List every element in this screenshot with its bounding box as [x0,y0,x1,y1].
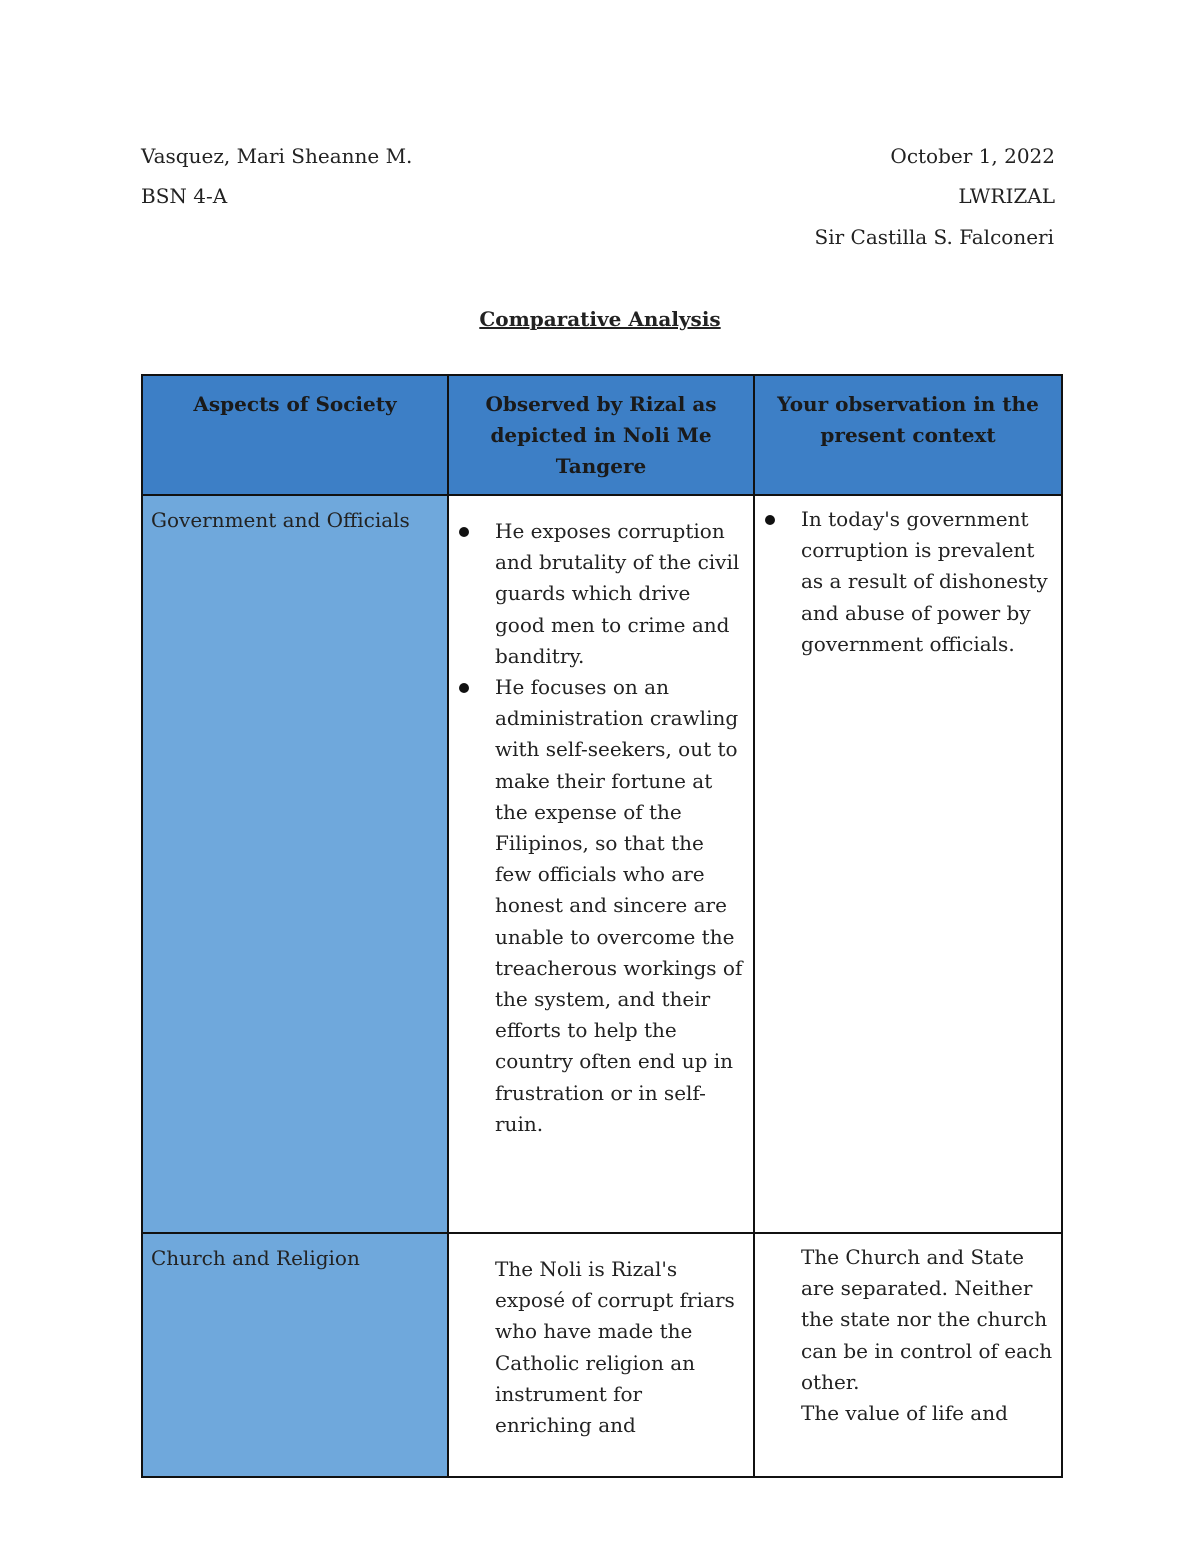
rizal-cell [448,495,754,1233]
list-item [495,1254,745,1441]
bullet-icon [459,527,469,537]
list-item-text: The value of life and [801,1401,1008,1426]
list-item [495,516,745,672]
list-item-text: He focuses on an administration crawling with self-seekers, out to make their fortune at the expense of the Filipinos, so that the few officials who are honest and sincere are unable to overcome the treacherous workings of the system, and their efforts to help the country often end up in frustration or in self-ruin. [495,675,743,1136]
aspect-cell: Church and Religion [142,1233,448,1477]
student-name: Vasquez, Mari Sheanne M. [141,144,413,168]
bullet-list [495,1254,745,1441]
present-cell [754,495,1062,1233]
rizal-cell [448,1233,754,1477]
header-present: Your observation in the present context [754,375,1062,495]
comparison-table [141,374,1063,1478]
list-item-text: He exposes corruption and brutality of the civil guards which drive good men to crime and banditry. [495,519,740,668]
list-item [495,672,745,1140]
bullet-icon [459,683,469,693]
table-header-row [142,375,1062,495]
section: BSN 4-A [141,184,228,208]
course-code: LWRIZAL [958,184,1055,208]
list-item-text: The Church and State are separated. Neither the state nor the church can be in control of each other. [801,1245,1053,1394]
list-item [801,1242,1053,1398]
list-item [801,1398,1053,1429]
list-item-text: In today's government corruption is prevalent as a result of dishonesty and abuse of power by government officials. [801,507,1048,656]
header-aspects: Aspects of Society [142,375,448,495]
bullet-icon [765,515,775,525]
present-cell [754,1233,1062,1477]
list-item [801,504,1053,660]
table-row [142,495,1062,1233]
aspect-cell: Government and Officials [142,495,448,1233]
bullet-list [801,1242,1053,1429]
instructor: Sir Castilla S. Falconeri [814,225,1054,249]
table-row [142,1233,1062,1477]
bullet-list [495,516,745,1140]
date: October 1, 2022 [890,144,1055,168]
document-title: Comparative Analysis [479,307,721,331]
bullet-list [801,504,1053,660]
list-item-text: The Noli is Rizal's exposé of corrupt friars who have made the Catholic religion an instrument for enriching and [495,1257,735,1438]
header-rizal: Observed by Rizal as depicted in Noli Me Tangere [448,375,754,495]
